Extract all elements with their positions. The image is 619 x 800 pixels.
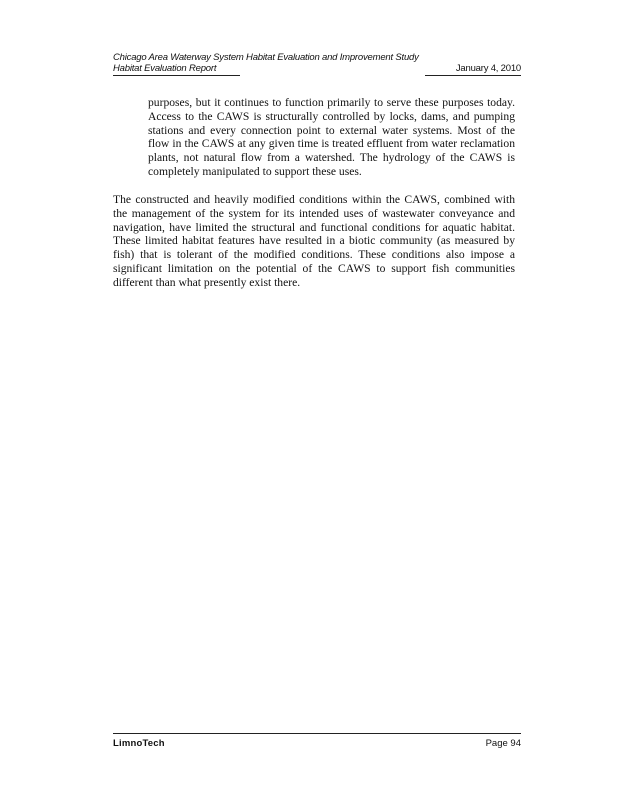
company-name: LimnoTech	[113, 738, 165, 749]
page-header	[113, 52, 521, 75]
footer-rule	[113, 733, 521, 734]
report-title: Habitat Evaluation Report	[113, 63, 217, 74]
main-paragraph: The constructed and heavily modified conditions within the CAWS, combined with the management of the system for its intended uses of wastewater conveyance and navigation, have limited the structural and functional conditions for aquatic habitat. These limited habitat features have resulted in a biotic community (as measured by fish) that is tolerant of the modified conditions. These conditions also impose a significant limitation on the potential of the CAWS to support fish communities different than what presently exist there.	[113, 193, 515, 289]
page-number: Page 94	[485, 738, 521, 749]
indented-paragraph: purposes, but it continues to function primarily to serve these purposes today. Access to the CAWS is structurally controlled by locks, dams, and pumping stations and every connection point to external water systems. Most of the flow in the CAWS at any given time is treated effluent from water reclamation plants, not natural flow from a watershed. The hydrology of the CAWS is completely manipulated to support these uses.	[148, 96, 515, 178]
header-rule-left	[113, 75, 240, 76]
header-second-line	[113, 63, 521, 75]
page-footer	[113, 738, 521, 749]
study-title: Chicago Area Waterway System Habitat Evaluation and Improvement Study	[113, 52, 419, 63]
header-rule-right	[425, 75, 521, 76]
report-date: January 4, 2010	[455, 63, 521, 74]
